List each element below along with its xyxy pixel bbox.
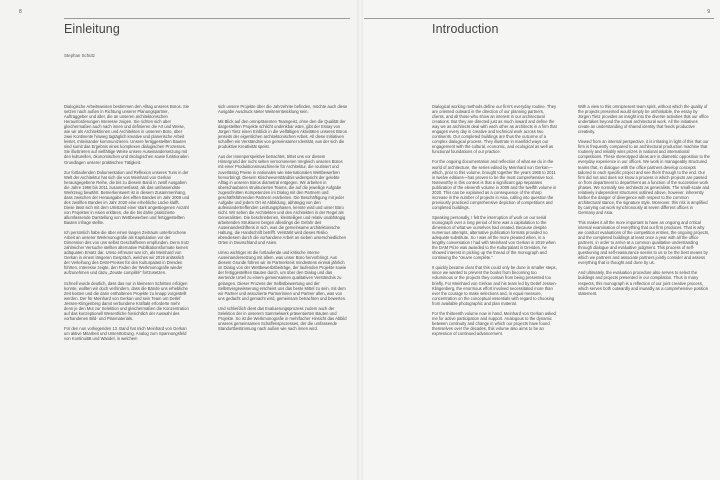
paragraph: Dialogische Arbeitsweisen bestimmen den Alltag unseres Büros. Sie setzen nach außen in Richtung unserer Planungspartner, Auftraggeber und aller, die an unseren architektonischen Herausforderungen Interesse zeigen. Sie richten sich aber gleichermaßen auch nach innen und definieren die Art und Weise, wie wir als Architektinnen und Architekten in unserem Büro, über zwei Kontinente hinweg tagtäglich kreative und planerische Arbeit leistet, miteinander kommunizieren. Unsere fertiggestellten Bauten sind somit das Ergebnis eines komplexen dialogischen Prozesses. Sie illustrieren auf vielfältige Weise unsere Auseinandersetzung mit den kulturellen, ökonomischen und ökologischen sowie funktionalen Grundlagen unserer praktischen Tätigkeit. bbox=[64, 104, 189, 165]
text-column-right-2 bbox=[578, 104, 710, 301]
header-rule-right bbox=[364, 18, 714, 19]
page-number-right: 9 bbox=[707, 9, 710, 15]
paragraph: Umso wichtiger ist die fortlaufende und kritische interne Auseinandersetzung mit allem, was unser Büro hervorbringt. Aus diesem Grunde führen wir im Partnerkreis mindestens einmal jährlich im Dialog von der Wettbewerbsbeiträge, der laufenden Projekte sowie der fertiggestellten Bauten durch, um über den Dialog und das wertende Urteil zu einem gemeinsamen qualitativen Verständnis zu gelangen. Dieser Prozess der Selbstbewertung und der Selbstvergewisserung erscheint uns das beste Mittel zu sein, mit dem wir Partner und assoziierte Partnerinnen und Partner allen, was von uns gedacht und gemacht wird, gemeinsam betrachten und bewerten. bbox=[218, 250, 347, 301]
paragraph: Viewed from an internal perspective, it is irritating in light of this that our firm is frequently compared to an architectural production machine that routinely and reliably wins prizes in national and international competitions. These stereotyped ideas are in diametric opposition to the everyday experience in our offices. We work in manageably structured teams that, in dialogue with the office partners develop concepts tailored to each specific project and see them through to the end. Our firm did not and does not know a process in which projects are passed on from department to department as a function of the successive work phases. We normally see architects as generalists. The small-scale and relatively independent structures outlined above, however, inherently harbor the danger of divergence with respect to the common architectural stance, the signature style. Moreover, this risk is amplified by carrying out work synchronously at seven different offices in Germany and Asia. bbox=[578, 139, 710, 215]
paragraph: sich unsere Projekte über die Jahrzehnte befinden, möchte auch diese Ausgabe Ausdruck steter Weiterentwicklung sein. bbox=[218, 104, 348, 115]
paragraph: Und schließlich dient das Evaluierungsprozess zudem auch der Selektion der in unserem Sammelwerk präsentierten Bauten und Projekte. So ist die Werkmonografie in mehrfacher Hinsicht das Abbild unseres gemeinsamen Schaffensprozesses, der die umfassende Standortbestimmung nach außen wie nach innen wird. bbox=[218, 305, 347, 331]
paragraph: For the thirteenth volume now in hand, Meinhard von Gerkan asked me for active participation and support. Analogous to the dynamic between continuity and change in which our projects have found themselves over the decades, this volume also aims to be an expression of continued advancement. bbox=[432, 310, 556, 336]
page-title-introduction: Introduction bbox=[432, 22, 499, 36]
paragraph: Für den nun vorliegenden 13. Band hat mich Meinhard von Gerkan um aktive Mitarbeit und Unterstützung. Analog zum Spannungsfeld von Kontinuität und Wandel, in welchem bbox=[64, 325, 187, 341]
paragraph: For the ongoing documentation and reflection of what we do in the world of architecture, the series edited by Meinhard von Gerkan—which, prior to this volume, brought together the years 1966 to 2011 in twelve editions—has proven to be the most comprehensive tool. Noteworthy in this context is that a significant gap separates publication of the eleventh volume in 2009 and the twelfth volume in 2020. This can be explained as a consequence of the sharp increase in the number of projects in Asia, calling into question the previously practiced comprehensive depiction of competitions and completed buildings. bbox=[432, 159, 557, 210]
right-page bbox=[360, 0, 720, 480]
text-column-right-1 bbox=[432, 104, 558, 341]
paragraph: And ultimately, the evaluation procedure also serves to select the buildings and projects presented in our compilation. Thus in many respects, this monograph is a reflection of our joint creative process, which serves both outwardly and inwardly as a comprehensive position statement. bbox=[578, 270, 709, 296]
paragraph: Schnell wurde deutlich, dass das nur in kleineren Schritten erfolgen konnte, wollten wir doch verhindern, dass die Bände uns erhebliche Zeit kosten und die darin enthaltenen Projekte zu knapp vorgestellt werden. Der für Meinhard von Gerkan und sein Team um Detlef Jessen-Klingenberg damit verbundene Kraftakt erforderte mehr denn je den Mut zur Selektion und gleichermaßen die Konzentration auf das konzeptionell Wesentliche hinsichtlich der Auswahl des vorhandenen Bild- und Planmaterials. bbox=[64, 280, 189, 321]
text-column-left-1 bbox=[64, 104, 190, 346]
paragraph: Ich persönlich habe die über einen langen Zeitraum unterbrochene Arbeit an unserer Werkmonografie als Kapitulation vor der Dimension des von uns selbst Geschaffenen empfunden. Denn trotz zahlreicher Versuche stellten alternative Publikationsformate keinen adäquaten Ersatz dar. Umso erfreuter war ich, als Meinhard von Gerkan in einem längeren Gespräch, welches wir 2019 anlässlich der Verleihung des DAM-Preises für den Kulturpalast in Dresden führten, Interesse zeigte, den Faden der Werkmonografie wieder aufzunehmen und dazu „Zeuste compilité“ fortzusetzen. bbox=[64, 230, 190, 276]
page-title-einleitung: Einleitung bbox=[64, 22, 120, 36]
paragraph: This makes it all the more important to have an ongoing and critical internal examination of everything that our firm produces. That is why we conduct evaluations of the competition entries, the ongoing projects, and the completed buildings at least once a year with all the office partners, in order to arrive at a common qualitative understanding through dialogue and evaluative judgment. This process of self-questioning and self-reassurance seems to us to be the best means by which we partners and associate partners jointly consider and assess everything that is thought and done by us. bbox=[578, 219, 710, 266]
page-number-left: 8 bbox=[19, 9, 22, 15]
text-column-left-2 bbox=[218, 104, 348, 336]
header-rule-left bbox=[64, 18, 350, 19]
paragraph: It quickly became clear that this could only be done in smaller steps, since we wanted to prevent the books from becoming too voluminous or the projects they contain from being presented too briefly. For Meinhard von Gerkan and his team led by Detlef Jessen-Klingenberg, the enormous effort involved necessitated more than ever the courage to make selections and, in equal measure, concentration on the conceptual essentials with regard to choosing from available photographic and plan material. bbox=[432, 265, 557, 306]
author-name: Stephan Schütz bbox=[64, 53, 96, 58]
paragraph: Mit Blick auf den omnipräsenten Teamgeist, ohne den die Qualität der dargestellten Projekte schlicht undenkbar wäre, gibt der Essay von Jürgen Tietz einen Einblick in die vielfältigen Aktivitäten unseres Büros jenseits der eigentlichen architektonischen Arbeit. All diese Initiativen schaffen ein Verständnis von gemeinsamer Identität, aus der sich die produktive Kreativität speist. bbox=[218, 119, 347, 150]
paragraph: Dialogical working methods define our firm's everyday routine. They are oriented outward in the direction of our planning partners, clients, and all those who show an interest in our architectural creations. But they are directed just as much inward and define the way we as architects deal with each other as architects in a firm that engages every day in creative and technical work across two continents. Our completed buildings are thus the outcome of a complex dialogical process. They illustrate in manifold ways our engagement with the cultural, economic, and ecological as well as functional foundations of our practice. bbox=[432, 104, 557, 155]
paragraph: With a view to this omnipresent team spirit, without which the quality of the projects presented would simply be unthinkable, the essay by Jürgen Tietz provides an insight into the diverse activities that our office undertakes beyond the actual architectural work. All the initiatives create an understanding of shared identity that feeds productive creativity. bbox=[578, 104, 709, 135]
paragraph: Aus der Innenperspektive betrachtet, trittet uns vor diesem Hintergrund der nicht selten vernommenen Vergleich unseres Büros mit einer Produktionsmaschinerie für Architektur, die routiniert und zuverlässig Preise in nationalen wie internationalen Wettbewerben hervorbringt. Diesem Klischeeverständnis widerspricht der gelebte Alltag in unseren Büros diametral entgegen. Wir arbeiten in überschaubaren strukturierten Teams, die auf die jeweilige Aufgabe zugeschnitten Kompetenzen im Dialog mit den Partnern und geschäftsführenden Partnern erarbeiten. Die Beschäftigung mit jeder Aufgabe und jedem Ort ist Abbildung, abhängig von den aufeinandertreffenden Leistungsphasen, kennte wird und unser Büro nicht. Wir sehen die Architekten und den Architekten in der Regel als Generalisten. Die beschriebenen, kleinteiligen und relativ unabhängig arbeitenden Strukturen bergen allerdings die Gefahr des Auseinanderdriftens in sich, was die gemeinsame architektonische Haltung, die Handschrift betrifft. Verstärkt wird dieses Risiko ebendiesem durch die vorhandene Arbeit an sieben unterschiedlichen Orten in Deutschland und Asien. bbox=[218, 154, 346, 246]
paragraph: Speaking personally, I felt the interruption of work on our serial monograph over a long period of time was a capitulation to the dimension of what we ourselves had created. Because despite numerous attempts, alternative publication formats provided no adequate substitute. So I was all the more pleased when, in a lengthy conversation I had with Meinhard von Gerkan in 2019 when the DAM Prize was awarded to the Kulturpalast in Dresden, he showed interest in picking up the thread of the monograph and continuing the “œuvre complète.” bbox=[432, 214, 556, 261]
book-gutter bbox=[357, 0, 363, 480]
paragraph: Zur fortlaufenden Dokumentation und Reflexion unseres Tuns in der Welt der Architektur hat sich die von Meinhard von Gerkan herausgegebene Reihe, die bis zu diesem Band in zwölf Ausgaben die Jahre 1966 bis 2011 zusammenfasst, als das umfassendste Werkzeug bewährt. Bemerkenswert ist in diesem Zusammenhang, dass zwischen der Herausgabe des elften Bandes im Jahr 2009 und des zwölften Bandes im Jahr 2020 eine erhebliche Lücke klafft. Diese lässt sich mit dem Umstand einer stark angestiegenen Anzahl von Projekten in Asien erklären, die die bis dahin praktizierte allumfassende Darstellung von Wettbewerben und fertiggestellten Bauten infrage stellte. bbox=[64, 169, 190, 226]
